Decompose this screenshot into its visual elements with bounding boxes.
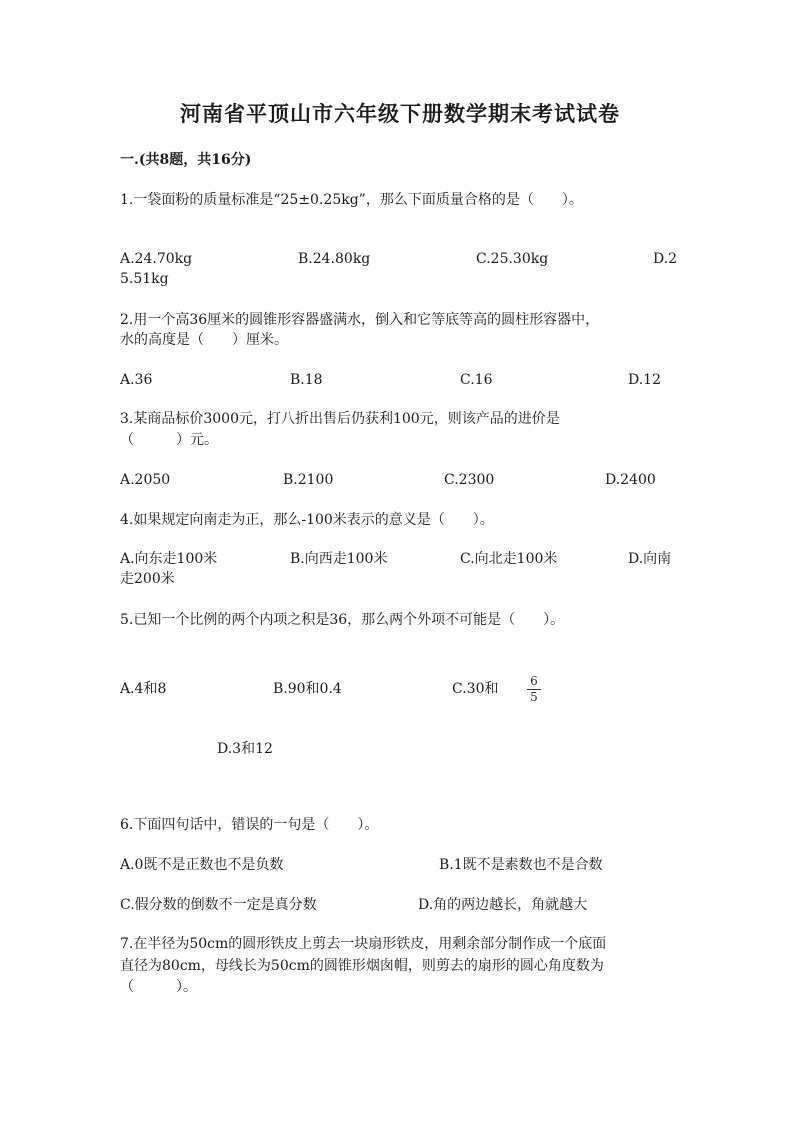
question-7-stem-line3: （ ）。 — [120, 979, 197, 995]
question-5-option-d: D.3和12 — [217, 741, 273, 757]
question-6-option-d: D.角的两边越长，角就越大 — [418, 897, 588, 913]
question-3-option-d: D.2400 — [605, 472, 656, 488]
question-2-stem-line1: 2.用一个高36厘米的圆锥形容器盛满水，倒入和它等底等高的圆柱形容器中， — [120, 312, 600, 328]
question-5-stem: 5.已知一个比例的两个内项之积是36，那么两个外项不可能是（ ）。 — [120, 612, 565, 628]
question-3-option-c: C.2300 — [444, 472, 495, 488]
question-5-option-b: B.90和0.4 — [273, 681, 342, 697]
question-2-option-b: B.18 — [290, 372, 323, 388]
fraction-numerator: 6 — [530, 674, 538, 688]
question-3-option-b: B.2100 — [283, 472, 334, 488]
question-4-option-d-part1: D.向南 — [628, 551, 672, 567]
question-1-option-b: B.24.80kg — [298, 251, 371, 267]
question-7-stem-line2: 直径为80cm，母线长为50cm的圆锥形烟囱帽，则剪去的扇形的圆心角度数为 — [120, 958, 604, 974]
question-6-option-a: A.0既不是正数也不是负数 — [120, 857, 284, 873]
section-heading: 一.(共8题，共16分) — [120, 152, 252, 168]
question-6-option-b: B.1既不是素数也不是合数 — [439, 857, 603, 873]
fraction-denominator: 5 — [530, 690, 538, 704]
question-1-stem: 1.一袋面粉的质量标准是“25±0.25kg”，那么下面质量合格的是（ ）。 — [120, 192, 583, 208]
question-2-option-a: A.36 — [120, 372, 153, 388]
question-6-stem: 6.下面四句话中，错误的一句是（ ）。 — [120, 817, 379, 833]
question-4-option-d-part2: 走200米 — [120, 571, 175, 587]
question-4-option-b: B.向西走100米 — [290, 551, 388, 567]
question-5-option-a: A.4和8 — [120, 681, 167, 697]
question-2-stem-line2: 水的高度是（ ）厘米。 — [120, 332, 288, 348]
question-1-option-d-part1: D.2 — [653, 251, 678, 267]
question-4-option-a: A.向东走100米 — [120, 551, 218, 567]
question-1-option-c: C.25.30kg — [476, 251, 549, 267]
question-5-option-c: C.30和 — [452, 681, 499, 697]
question-4-option-c: C.向北走100米 — [460, 551, 558, 567]
question-6-option-c: C.假分数的倒数不一定是真分数 — [120, 897, 317, 913]
question-5-option-c-fraction — [527, 675, 541, 704]
page-title: 河南省平顶山市六年级下册数学期末考试试卷 — [180, 101, 620, 126]
question-7-stem-line1: 7.在半径为50cm的圆形铁皮上剪去一块扇形铁皮，用剩余部分制作成一个底面 — [120, 936, 607, 952]
question-3-option-a: A.2050 — [120, 472, 171, 488]
question-3-stem-line2: （ ）元。 — [120, 432, 218, 448]
question-3-stem-line1: 3.某商品标价3000元，打八折出售后仍获利100元，则该产品的进价是 — [120, 411, 560, 427]
question-4-stem: 4.如果规定向南走为正，那么-100米表示的意义是（ ）。 — [120, 512, 494, 528]
question-1-option-d-part2: 5.51kg — [120, 271, 169, 287]
question-2-option-c: C.16 — [460, 372, 493, 388]
question-2-option-d: D.12 — [628, 372, 661, 388]
question-1-option-a: A.24.70kg — [120, 251, 193, 267]
